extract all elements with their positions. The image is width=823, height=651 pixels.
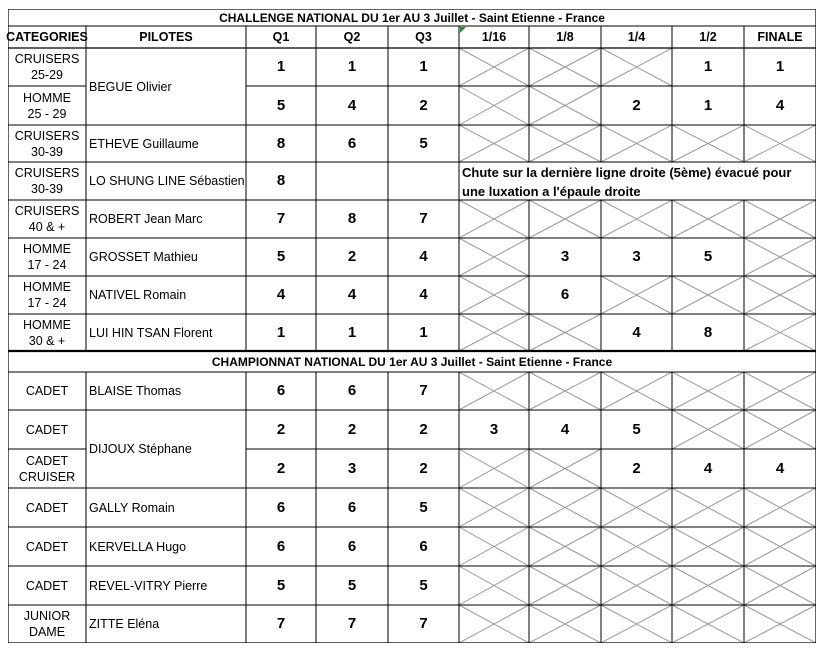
result-cell: 1 (347, 58, 357, 75)
crossed-out-cell (601, 48, 672, 86)
column-header: 1/2 (699, 30, 717, 44)
crossed-out-cell (744, 125, 816, 162)
crossed-out-cell (601, 372, 672, 410)
category-line: DAME (28, 625, 66, 639)
column-header: Q3 (415, 30, 432, 44)
category-cell (8, 527, 86, 566)
crossed-out-cell (672, 527, 744, 566)
result-cell: 6 (276, 382, 286, 399)
crossed-out-cell (459, 86, 529, 125)
category-line: CADET (25, 500, 69, 515)
result-cell: 8 (347, 210, 357, 227)
incident-note: Chute sur la dernière ligne droite (5ème) évacué pour une luxation a l'épaule droite (462, 165, 792, 199)
crossed-out-cell (601, 605, 672, 643)
crossed-out-cell (672, 276, 744, 314)
crossed-out-cell (744, 314, 816, 351)
result-cell: 1 (419, 58, 428, 75)
crossed-out-cell (601, 125, 672, 162)
crossed-out-cell (744, 488, 816, 527)
crossed-out-cell (459, 314, 529, 351)
crossed-out-cell (529, 605, 601, 643)
result-cell: 5 (419, 576, 428, 594)
result-cell: 1 (775, 58, 785, 75)
crossed-out-cell (529, 566, 601, 605)
crossed-out-cell (601, 200, 672, 238)
pilot-name: GROSSET Mathieu (89, 250, 198, 264)
column-header: 1/16 (481, 30, 507, 44)
category-line: 17 - 24 (27, 258, 67, 272)
crossed-out-cell (459, 276, 529, 314)
crossed-out-cell (672, 200, 744, 238)
pilot-name: ROBERT Jean Marc (89, 212, 203, 226)
category-cell (8, 162, 86, 200)
crossed-out-cell (744, 200, 816, 238)
crossed-out-cell (529, 314, 601, 351)
category-line: CRUISERS (14, 166, 80, 180)
result-cell: 7 (419, 210, 428, 227)
category-line: CRUISER (18, 469, 76, 484)
crossed-out-cell (529, 372, 601, 410)
crossed-out-cell (672, 488, 744, 527)
result-cell: 5 (347, 576, 357, 594)
result-cell: 6 (276, 498, 286, 516)
result-cell: 4 (419, 286, 428, 303)
cell-comment-marker (460, 27, 466, 33)
result-cell: 5 (703, 248, 713, 265)
column-header: CATEGORIES (6, 30, 88, 44)
category-line: 30 & + (28, 333, 66, 348)
crossed-out-cell (459, 238, 529, 276)
result-cell: 3 (347, 459, 357, 477)
pilot-name: LUI HIN TSAN Florent (89, 325, 213, 340)
category-line: 17 - 24 (27, 296, 67, 310)
result-cell: 3 (489, 420, 499, 438)
column-header: 1/8 (556, 30, 574, 44)
crossed-out-cell (601, 527, 672, 566)
results-sheet (8, 9, 816, 643)
category-cell (8, 238, 86, 276)
category-cell (8, 86, 86, 125)
result-cell: 5 (276, 576, 286, 594)
crossed-out-cell (672, 372, 744, 410)
result-cell: 1 (347, 323, 357, 341)
pilot-name: REVEL-VITRY Pierre (89, 578, 208, 593)
result-cell: 8 (276, 134, 286, 152)
category-line: CADET (25, 539, 69, 554)
challenge-title: CHALLENGE NATIONAL DU 1er AU 3 Juillet - Saint Etienne - France (219, 10, 605, 25)
pilot-name: BLAISE Thomas (89, 384, 182, 398)
result-cell: 1 (703, 96, 713, 114)
result-cell: 2 (347, 248, 357, 265)
result-cell: 5 (276, 248, 286, 265)
result-cell: 6 (347, 537, 357, 555)
crossed-out-cell (459, 48, 529, 86)
category-cell (8, 276, 86, 314)
column-header: 1/4 (627, 30, 646, 44)
crossed-out-cell (529, 86, 601, 125)
category-cell (8, 125, 86, 162)
crossed-out-cell (744, 527, 816, 566)
result-cell: 7 (419, 615, 428, 632)
result-cell: 2 (419, 420, 428, 438)
result-cell: 6 (560, 286, 570, 303)
pilot-name: NATIVEL Romain (89, 288, 187, 302)
result-cell: 6 (419, 537, 428, 555)
result-cell: 6 (347, 134, 357, 152)
result-cell: 4 (703, 459, 713, 477)
crossed-out-cell (672, 605, 744, 643)
result-cell: 1 (703, 58, 713, 75)
crossed-out-cell (529, 449, 601, 488)
crossed-out-cell (744, 276, 816, 314)
category-line: HOMME (23, 280, 71, 294)
result-cell: 2 (632, 459, 641, 477)
pilot-name: LO SHUNG LINE Sébastien (89, 174, 245, 188)
result-cell: 8 (703, 323, 713, 341)
category-line: JUNIOR (23, 609, 71, 623)
category-line: CADET (25, 453, 69, 468)
result-cell: 2 (276, 459, 286, 477)
crossed-out-cell (529, 200, 601, 238)
result-cell: 7 (276, 615, 286, 632)
crossed-out-cell (459, 605, 529, 643)
result-cell: 6 (347, 498, 357, 516)
result-cell: 4 (347, 286, 357, 303)
crossed-out-cell (601, 488, 672, 527)
result-cell: 1 (276, 58, 286, 75)
category-cell (8, 488, 86, 527)
result-cell: 1 (276, 323, 286, 341)
crossed-out-cell (601, 566, 672, 605)
column-header: PILOTES (139, 30, 193, 44)
result-cell: 2 (347, 420, 357, 438)
championnat-title: CHAMPIONNAT NATIONAL DU 1er AU 3 Juillet - Saint Etienne - France (211, 354, 613, 369)
crossed-out-cell (459, 488, 529, 527)
column-header: Q2 (343, 30, 361, 44)
category-line: 25-29 (31, 68, 63, 82)
crossed-out-cell (529, 48, 601, 86)
result-cell: 2 (419, 96, 428, 114)
category-cell (8, 48, 86, 86)
category-line: CADET (25, 384, 69, 398)
category-cell (8, 449, 86, 488)
category-cell (8, 605, 86, 643)
result-cell: 2 (276, 420, 286, 438)
column-header: Q1 (272, 30, 290, 44)
result-cell: 4 (775, 96, 785, 114)
crossed-out-cell (672, 566, 744, 605)
category-line: 30-39 (31, 182, 63, 196)
result-cell: 3 (632, 248, 641, 265)
result-cell: 7 (347, 615, 357, 632)
result-cell: 6 (276, 537, 286, 555)
pilot-name: GALLY Romain (89, 500, 175, 515)
result-cell: 4 (560, 420, 570, 438)
crossed-out-cell (529, 527, 601, 566)
result-cell: 5 (419, 498, 428, 516)
category-cell (8, 372, 86, 410)
result-cell: 4 (775, 459, 785, 477)
crossed-out-cell (459, 372, 529, 410)
crossed-out-cell (459, 200, 529, 238)
result-cell: 5 (419, 134, 428, 152)
category-line: CRUISERS (14, 52, 80, 66)
crossed-out-cell (459, 449, 529, 488)
column-header: FINALE (757, 30, 803, 44)
crossed-out-cell (672, 410, 744, 449)
result-cell: 2 (632, 96, 641, 114)
pilot-name: ZITTE Eléna (89, 617, 160, 631)
category-cell (8, 314, 86, 351)
category-line: CRUISERS (14, 204, 80, 218)
crossed-out-cell (459, 527, 529, 566)
result-cell: 4 (419, 248, 428, 265)
crossed-out-cell (672, 125, 744, 162)
result-cell: 5 (276, 96, 286, 114)
category-cell (8, 410, 86, 449)
category-line: CADET (25, 422, 69, 437)
category-line: HOMME (23, 242, 71, 256)
result-cell: 7 (276, 210, 286, 227)
category-line: 25 - 29 (27, 106, 67, 121)
result-cell: 4 (276, 286, 286, 303)
result-cell: 7 (419, 382, 428, 399)
category-line: 30-39 (31, 144, 63, 159)
pilot-name: ETHEVE Guillaume (89, 136, 199, 151)
category-line: CADET (25, 578, 69, 593)
category-line: HOMME (23, 90, 71, 105)
crossed-out-cell (744, 605, 816, 643)
result-cell: 2 (419, 459, 428, 477)
category-line: HOMME (23, 317, 71, 332)
pilot-name: DIJOUX Stéphane (89, 442, 192, 456)
result-cell: 6 (347, 382, 357, 399)
category-cell (8, 566, 86, 605)
crossed-out-cell (744, 372, 816, 410)
result-cell: 3 (560, 248, 570, 265)
crossed-out-cell (529, 488, 601, 527)
crossed-out-cell (744, 566, 816, 605)
result-cell: 8 (276, 172, 286, 189)
pilot-name: BEGUE Olivier (89, 79, 172, 94)
crossed-out-cell (744, 410, 816, 449)
category-cell (8, 200, 86, 238)
crossed-out-cell (601, 276, 672, 314)
result-cell: 4 (632, 323, 641, 341)
crossed-out-cell (459, 566, 529, 605)
category-line: 40 & + (28, 220, 66, 234)
result-cell: 4 (347, 96, 357, 114)
category-line: CRUISERS (14, 128, 80, 143)
crossed-out-cell (529, 125, 601, 162)
result-cell: 5 (632, 420, 641, 438)
result-cell: 1 (419, 323, 428, 341)
pilot-name: KERVELLA Hugo (89, 539, 187, 554)
crossed-out-cell (459, 125, 529, 162)
crossed-out-cell (744, 238, 816, 276)
